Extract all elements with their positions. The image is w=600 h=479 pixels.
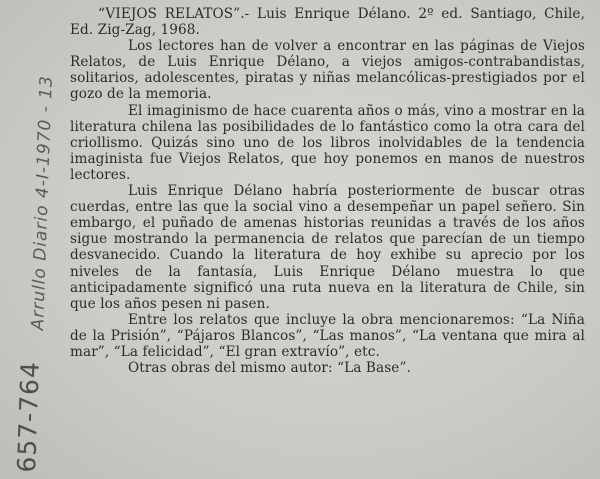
article-paragraph-4: Entre los relatos que incluye la obra mencionaremos: “La Niña de la Prisión”, “Pájaros Blancos”, “Las manos”, “La ventana que mira al mar”, “La felicidad”, “El gran extravío”, etc. xyxy=(70,311,585,360)
handwritten-date-annotation: Arrullo Diario 4-I-1970 - 13 xyxy=(28,74,57,331)
article-heading: “VIEJOS RELATOS”.- Luis Enrique Délano. 2º ed. Santiago, Chile, Ed. Zig-Zag, 1968. xyxy=(70,6,585,39)
article-paragraph-3: Luis Enrique Délano habría posteriormente de buscar otras cuerdas, entre las que la social vino a desempeñar un papel señero. Sin embargo, el puñado de amenas historias reunidas a través de los años sigue mostrando la permanencia de relatos que parecían de un tiempo desvanecido. Cuando la literatura de hoy exhibe su aprecio por los niveles de la fantasía, Luis Enrique Délano muestra lo que anticipadamente significó una ruta nueva en la literatura de Chile, sin que los años pesen ni pasen. xyxy=(70,183,585,312)
newspaper-clipping xyxy=(70,6,585,376)
handwritten-catalog-code: 657-764 xyxy=(12,360,45,474)
article-paragraph-1: Los lectores han de volver a encontrar en las páginas de Viejos Relatos, de Luis Enrique Délano, a viejos amigos-contrabandistas, solitarios, adolescentes, piratas y niñas melancólicas-prestigiados por el gozo de la memoria. xyxy=(70,38,585,103)
article-closing-line: Otras obras del mismo autor: “La Base”. xyxy=(128,360,411,377)
article-paragraph-2: El imaginismo de hace cuarenta años o más, vino a mostrar en la literatura chilena las posibilidades de lo fantástico como la otra cara del criollismo. Quizás sino uno de los libros inolvidables de la tendencia imaginista fue Viejos Relatos, que hoy ponemos en manos de nuestros lectores. xyxy=(70,102,585,183)
